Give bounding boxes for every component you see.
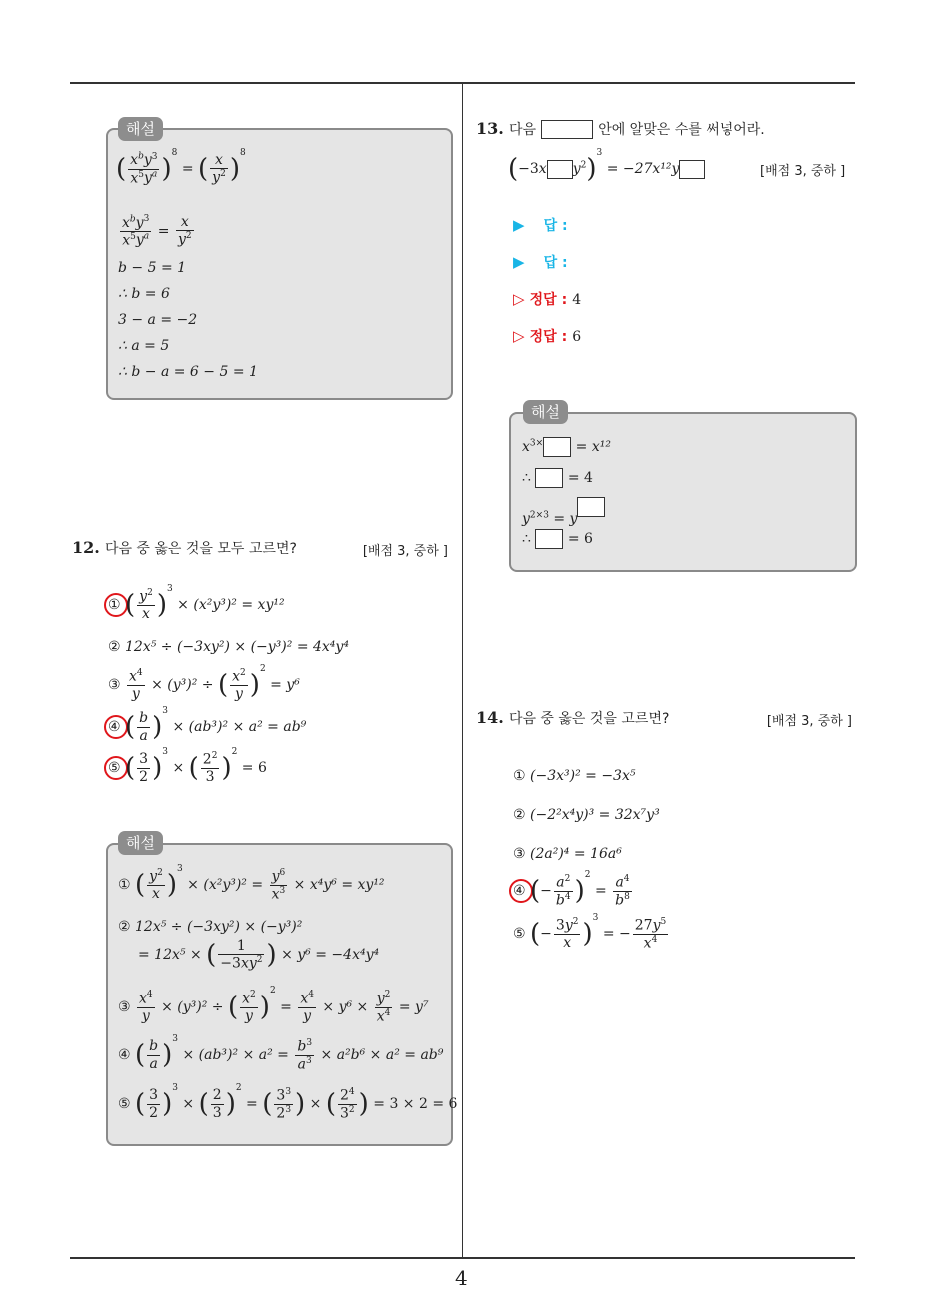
blank-box [543,437,571,457]
blank-box[interactable] [541,120,593,139]
q14-option-5[interactable]: ⑤ (− $\frac{3y^2}{x}$ )$^3$ = − $\frac{27y^5}{x^4}$ [513,913,667,952]
sol12-line2b: = 12x⁵ × ( $\frac{1}{-3xy^2}$ ) × y⁶ = −4x⁴y⁴ [138,938,380,972]
q14-option-2[interactable]: ② (−2²x⁴y)³ = 32x⁷y³ [513,807,660,823]
blank-box[interactable] [547,160,573,179]
blank-box [535,468,563,488]
sol12-line4: ④ ( $\frac{b}{a}$ )$^3$ × (ab³)² × a² = $\frac{b^3}{a^3}$ × a²b⁶ × a² = ab⁹ [118,1034,444,1073]
sol13-line4: ∴ = 6 [522,531,593,547]
sol11-line1: ( $\frac{x^by^3}{x^5y^a}$ )$^8$ = ( $\frac{x}{y^2}$ )$^8$ [116,148,246,187]
question-13: 13. 다음 안에 알맞은 수를 써넣어라. [476,119,765,138]
q14-option-3[interactable]: ③ (2a²)⁴ = 16a⁶ [513,846,622,862]
q14-option-4[interactable]: ④ (− $\frac{a^2}{b^4}$ )$^2$ = $\frac{a^4}{b^8}$ [513,870,630,909]
sol13-line2: ∴ = 4 [522,470,593,486]
q12-option-2[interactable]: ② 12x⁵ ÷ (−3xy²) × (−y³)² = 4x⁴y⁴ [108,639,349,655]
explanation-tab: 해설 [118,831,163,855]
q12-option-3[interactable]: ③ $\frac{x^4}{y}$ × (y³)² ÷ ( $\frac{x^2}{y}$ )$^2$ = y⁶ [108,664,300,702]
q13-equation: (−3x $y^2)^3 = -27x^{12}y$ [508,148,705,182]
sol11-step: 3 − a = −2 [118,312,198,328]
question-12: 12. 다음 중 옳은 것을 모두 고르면? [배점 3, 중하 ] [72,538,448,559]
play-outline-icon: ▷ [513,290,525,308]
play-outline-icon: ▷ [513,327,525,345]
answer-line[interactable]: ▶ 답 : [513,216,568,234]
explanation-tab: 해설 [118,117,163,141]
answer-line[interactable]: ▶ 답 : [513,253,568,271]
page-number: 4 [455,1266,468,1290]
column-divider [462,84,463,1259]
q12-option-4[interactable]: ④ ( $\frac{b}{a}$ )$^3$ × (ab³)² × a² = ab⁹ [108,706,307,744]
sol12-line1: ① ( $\frac{y^2}{x}$ )$^3$ × (x²y³)² = $\frac{y^6}{x^3}$ × x⁴y⁶ = xy¹² [118,864,385,903]
sol12-line3: ③ $\frac{x^4}{y}$ × (y³)² ÷ ( $\frac{x^2}{y}$ )$^2$ = $\frac{x^4}{y}$ × y⁶ × $\frac{y^2}{x^4}$ = y⁷ [118,986,429,1025]
correct-answer-line: ▷ 정답 : 4 [513,290,582,308]
sol13-line3: $y^{2\times 3} = y$ [522,497,605,527]
q12-option-1[interactable]: ① ( $\frac{y^2}{x}$ )$^3$ × (x²y³)² = xy¹² [108,584,285,622]
play-icon: ▶ [513,253,525,271]
question-14: 14. 다음 중 옳은 것을 고르면? [배점 3, 중하 ] [476,708,852,729]
blank-box[interactable] [679,160,705,179]
sol11-line2: $\frac{x^by^3}{x^5y^a}$ = $\frac{x}{y^2}$ [122,214,192,249]
sol12-line2a: ② 12x⁵ ÷ (−3xy²) × (−y³)² [118,919,303,935]
sol11-step: b − 5 = 1 [118,260,187,276]
blank-box [535,529,563,549]
sol12-line5: ⑤ ( $\frac{3}{2}$ )$^3$ × ( $\frac{2}{3}$ )$^2$ = ( $\frac{3^3}{2^3}$ ) × ( $\frac{2^4}{3^2}$ ) = 3 × 2 = 6 [118,1083,458,1122]
blank-box [577,497,605,517]
play-icon: ▶ [513,216,525,234]
footer-rule [70,1257,855,1259]
sol13-line1: $x^{3\times} = x^{12}$ [522,438,611,455]
q14-option-1[interactable]: ① (−3x³)² = −3x⁵ [513,768,636,784]
correct-answer-line: ▷ 정답 : 6 [513,327,582,345]
q13-points: [배점 3, 중하 ] [760,164,846,179]
sol11-step: ∴ b = 6 [118,286,170,302]
sol11-step: ∴ a = 5 [118,338,170,354]
q12-option-5[interactable]: ⑤ ( $\frac{3}{2}$ )$^3$ × ( $\frac{2^2}{3}$ )$^2$ = 6 [108,747,267,785]
sol11-step: ∴ b − a = 6 − 5 = 1 [118,364,258,380]
explanation-tab: 해설 [523,400,568,424]
